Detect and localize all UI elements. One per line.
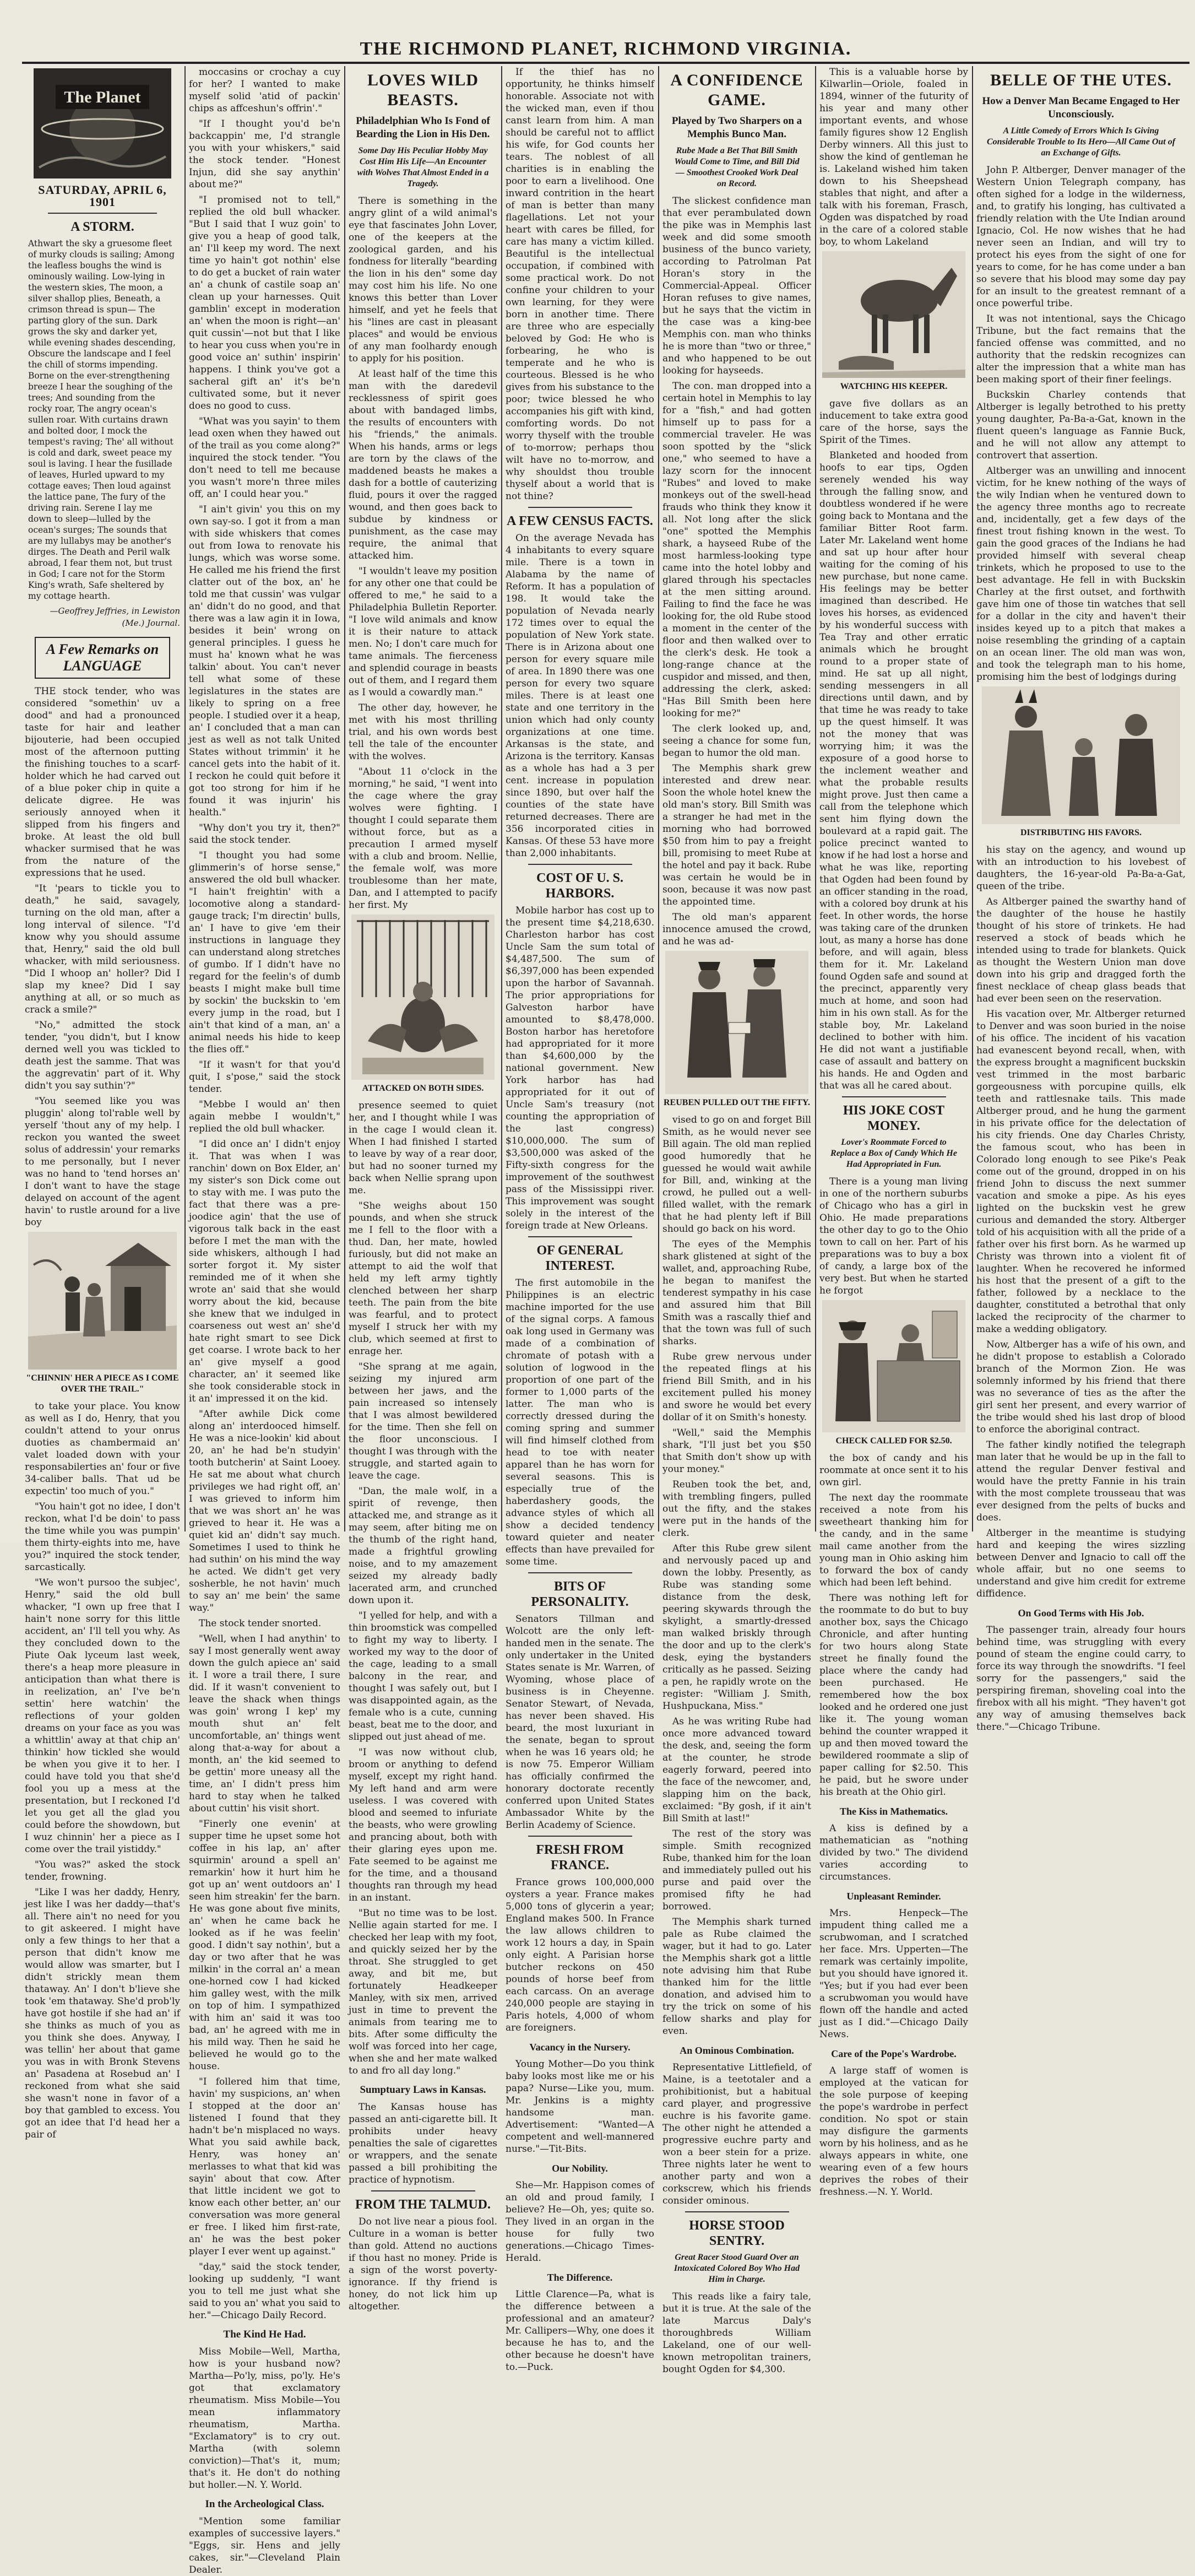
article-deck: How a Denver Man Became Engaged to Her Unconsciously. (982, 95, 1180, 120)
article-paragraph: his stay on the agency, and wound up with an introduction to his lovebest of daughters, the 16-year-old Pa-Ba-a-Gat, queen of the tribe. (976, 845, 1186, 892)
article-paragraph: the box of candy and his roommate at once sent it to his own girl. (819, 1453, 968, 1488)
divider (528, 1572, 632, 1573)
poem-byline: —Geoffrey Jeffries, in Lewiston (Me.) Journal. (50, 606, 180, 628)
article-headline: A CONFIDENCE GAME. (670, 71, 803, 109)
article-paragraph: There was nothing left for the roommate to do but to buy another box, says the Chicago Chronicle, and after hunting for two hours along State street he finally found the place where the candy had been purchased. He remembered how the box looked and he ordered one just like it. The young woman behind the counter wrapped it up and then moved toward the bewildered roommate a slip of paper calling for $2.50. This he paid, but he swore under his breath at the Ohio girl. (819, 1593, 968, 1798)
illustration-caption: "CHINNIN' HER A PIECE AS I COME OVER THE TRAIL." (26, 1373, 179, 1394)
article-paragraph: There is a young man living in one of the northern suburbs of Chicago who has a girl in Ohio. He made preparations the other day to go to the Ohio town to call on her. Part of his preparations was to buy a box of candy, a large box of the very best. But when he started he forgot (819, 1176, 968, 1296)
illustration-caption: CHECK CALLED FOR $2.50. (835, 1436, 952, 1446)
column-rule (972, 66, 973, 1531)
article-paragraph: "I ain't givin' you this on my own say-so. I got it from a man with side whiskers that comes out from Iowa to renovate his lungs, which was worse some. He called me his friend the first clatter out of the box, an' he told me that cussin' was vulgar an' didn't do no good, and that there was a law agin it in Iowa, besides it bein' wrong on general principles. I guess he must ha' known what he was talkin' about. You can't never tell what some of these legislatures in the states are likely to spring on a free people. I studied over it a heap, an' I concluded that a man can jest as well as not talk United States without trimmin' it he cancel gets into the habit of it. I reckon he could quit before it got too strong for him if he found it was injurin' his health." (189, 504, 340, 818)
article-paragraph: "I yelled for help, and with a thin broomstick was compelled to fight my way to liberty. I worked my way to the door of the cage, leading to a small balcony in the rear, and thought I was safely out, but I was disappointed again, as the female who is a cute, cunning beast, beat me to the door, and slipped out just ahead of me. (349, 1610, 497, 1742)
illustration-caption: WATCHING HIS KEEPER. (840, 382, 948, 391)
article-paragraph: The passenger train, already four hours behind time, was struggling with every pound of steam the engine could carry, to force its way through the snowdrifts. "I feel sorry for the passengers," said the perspiring fireman, shoveling coal into the firebox with all his might. "They haven't got any way of amusing themselves back there."—Chicago Tribune. (976, 1625, 1186, 1733)
horse-illustration (822, 251, 965, 378)
article-subdeck: Great Racer Stood Guard Over an Intoxicated Colored Boy Who Had Him in Charge. (673, 2253, 800, 2284)
masthead: THE RICHMOND PLANET, RICHMOND VIRGINIA. (360, 39, 852, 59)
article-paragraph: On the average Nevada has 4 inhabitants to every square mile. There is a town in Alabama by the name of Reform. It has a population of 198. It would take the population of Nevada nearly 172 times over to equal the population of New York state. There is in Arizona about one person for every square mile of area. In 1890 there was one person for every two square miles. There is at least one state and one territory in the union which had only county organizations at one time. Arkansas is the state, and Arizona is the territory. Kansas as a whole has had a 3 per cent. increase in population since 1890, but over half the counties of the state have returned decreases. There are 356 incorporated cities in Kansas. Of these 53 have more than 2,000 inhabitants. (506, 533, 654, 859)
article-paragraph: Mobile harbor has cost up to the present time $4,218,630. Charleston harbor has cost Uncle Sam the sum total of $4,487,500. The sum of $6,397,000 has been expended upon the harbor of Savannah. The prior appropriations for Galveston harbor have amounted to $8,478,000. Boston harbor has heretofore had appropriated for it more than $4,600,000 by the national government. New York harbor has had appropriated for it out of Uncle Sam's treasury (not counting the appropriation of the last congress) $10,000,000. The sum of $3,500,000 was asked of the Fifty-sixth congress for the improvement of the southwest pass of the Mississippi river. This improvement was sought solely in the interest of the foreign trade at New Orleans. (506, 905, 654, 1231)
article-paragraph: "We won't pursoo the subjec', Henry," said the old bull whacker, "I own up free that I hain't none sorry for this little accident, an' I'll tell you why. As they concluded down to the Piute Oak lyceum last week, there's a heap more pleasure in anticipation than what there is in reelization, an' I've be'n settin' here watchin' the reflections of your golden dreams on your face as you was a whittlin' away at that chip an' thinkin' how tickled she would be when you give it to her. I could have told you that she'd fool you up a mess at the presentation, but I reckoned I'd let you get all the glad you could before the showdown, but I wuz chinnin' her a piece as I come over the trail yistiddy." (25, 1577, 180, 1855)
article-paragraph: "But no time was to be lost. Nellie again started for me. I checked her leap with my foot, and quickly seized her by the throat. She struggled to get away, and bit me, but fortunately Headkeeper Manley, with six men, arrived just in time to prevent the animals from tearing me to bits. After some difficulty the wolf was forced into her cage, when she and her mate walked to and fro all day long." (349, 1908, 497, 2076)
item-title: Sumptuary Laws in Kansas. (360, 2084, 486, 2096)
article-paragraph: The slickest confidence man that ever perambulated down the pike was in Memphis last week and did some smooth business of the bunco variety, according to Patrolman Pat Horan's story in the Commercial-Appeal. Officer Horan refuses to give names, but he says that the victim in the case was a king-bee Memphis con. man who thinks he is more than "two or three," and who happened to be out looking for hayseeds. (662, 196, 811, 376)
article-paragraph: "After awhile Dick come along an' interdooced himself. He was a nice-lookin' kid about 20, an' he had be'n studyin' tooth butcherin' at Saint Looey. He sat me about what church privileges we had right off, an' I was grieved to inform him that we was short an' he was grieved to hear it. He was a quiet kid an' didn't say much. Sometimes I used to think he had suthin' on his mind the way he acted. We didn't get very sosherble, he not havin' much to say an' me bein' the same way." (189, 1409, 340, 1614)
section-headline: HORSE STOOD SENTRY. (689, 2218, 785, 2248)
divider (528, 1836, 632, 1837)
article-paragraph: "I did once an' I didn't enjoy it. That was when I was ranchin' down on Box Elder, an' my sister's son Dick come out to stay with me. I was puto the fact that there was a pre-joodice agin' that the use of vigorous talk back in the east before I met the man with the side whiskers, although I had sorter forgot it. My sister reminded me of it when she wrote an' said that she would worry about the kid, because she knew that we indulged in coarseness out west an' she'd hate right smart to see Dick get coarse. I wrote back to her an' give myself a good character, an' it seemed like she took considerable stock in it an' impressed it on the kid. (189, 1139, 340, 1404)
article-paragraph: At least half of the time this man with the daredevil recklessness of spirit goes about with bandaged limbs, the results of encounters with his "friends," the animals. When his hands, arms or legs are torn by the claws of the maddened beasts he makes a dash for a bottle of cauterizing fluid, pours it over the ragged wound, and then goes back to subdue by kindness or punishment, as the case may require, the animal that attacked him. (349, 369, 497, 561)
section-headline: FRESH FROM FRANCE. (536, 1843, 624, 1873)
indians-illustration (982, 686, 1180, 824)
article-paragraph: "I thought you had some glimmerin's of horse sense," answered the old bull whacker. "I hain't freightin' with a locomotive along a standard-gauge track; I'm directin' bulls, an' I have to give 'em their instructions in language they can understand along stretches of gumbo. If I didn't have no regard for the feelin's of dumb beasts I might make bull time by sockin' the buckskin to 'em every jump in the road, but I ain't that kind of a man, an' a animal needs his hide to keep the flies off." (189, 850, 340, 1055)
article-paragraph: "It 'pears to tickle you to death," he said, savagely, turning on the old man, after a long interval of silence. "I'd know why you should assume that, Henry," said the old bull whacker, with mild seriousness. "Did I whoop an' holler? Did I slap my knee? Did I say anything at all, or so much as crack a smile?" (25, 883, 180, 1015)
reuben-illustration (665, 951, 808, 1094)
article-paragraph: John P. Altberger, Denver manager of the Western Union Telegraph company, has often sighed for a lodge in the wilderness, and, to gratify his longing, has cultivated a friendly relation with the Ute Indian around Ignacio, Col. He now wishes that he had never seen an Indian, and will try to protect his eyes from the sight of one for years to come, for he has come under a ban so severe that his blood may some day pay for an insult to the greatest remnant of a once powerful tribe. (976, 165, 1186, 309)
article-paragraph: "I follered him that time, havin' my suspicions, an' when I stopped at the door an' listened I found that they hadn't be'n misplaced no ways. What you said awhile back, Henry, was honey an' merlasses to what that kid was sayin' about that cow. After that little incident we got to know each other better, an' our conversation was more general er free. I liked him first-rate, an' he was the best poker player I ever went up against." (189, 2076, 340, 2257)
article-paragraph: "You hain't got no idee, I don't reckon, what I'd be doin' to pass the time while you was pumpin' them thirty-eights into me, have you?" inquired the stock tender, sarcastically. (25, 1501, 180, 1573)
language-heading: A Few Remarks on LANGUAGE (35, 637, 170, 679)
article-paragraph: France grows 100,000,000 oysters a year. France makes 5,000 tons of glycerin a year; England makes 500. In France the law allows children to work 12 hours a day, in Spain only eight. A Parisian horse butcher reckons on 450 pounds of horse beef from each carcass. On an average 240,000 people are staying in Paris hotels, 4,000 of whom are foreigners. (506, 1877, 654, 2033)
column-rule (815, 66, 816, 1531)
article-subdeck: A Little Comedy of Errors Which Is Giving Considerable Trouble to Its Hero—All Came Out of an Exchange of Gifts. (986, 126, 1176, 158)
divider (528, 507, 632, 508)
article-paragraph: "You seemed like you was pluggin' along tol'rable well by yerself 'thout any of my help. I reckon you wanted the sweet solus of addressin' your remarks to me personally, but I never was no hand to 'tend horses an' I don't want to have the stage delayed on account of the agent havin' to rustle around for a live boy (25, 1096, 180, 1228)
section-headline: FROM THE TALMUD. (355, 2198, 491, 2212)
section-headline: OF GENERAL INTEREST. (536, 1243, 623, 1273)
article-paragraph: "Mention some familiar examples of successive layers." "Eggs, sir. Hens and jelly cakes, sir."—Cleveland Plain Dealer. (189, 2516, 340, 2575)
section-headline: HIS JOKE COST MONEY. (843, 1103, 945, 1133)
article-paragraph: As Altberger pained the swarthy hand of the daughter of the house he hastily thought of his store of trinkets. He had reserved a stock of beads which he intended using to trade for blankets. Quick as thought the Western Union man dove down into his grip and dragged forth the finest necklace of cheap glass beads that had ever been seen on the reservation. (976, 896, 1186, 1004)
article-paragraph: She—Mr. Happison comes of an old and proud family, I believe? He—Oh, yes; quite so. They lived in an organ in the house for fully two generations.—Chicago Times-Herald. (506, 2180, 654, 2264)
item-title: Unpleasant Reminder. (846, 1891, 941, 1902)
article-paragraph: Mrs. Henpeck—The impudent thing called me a scrubwoman, and I scratched her face. Mrs. Upperten—The remark was certainly impolite, but you should have ignored it. "Yes; but if you had ever been a scrubwoman you would have flown off the handle and acted just as I did."—Chicago Daily News. (819, 1908, 968, 2040)
column-rule (658, 66, 659, 1531)
article-paragraph: "Well, when I had anythin' to say I most generally went away down the gulch apiece an' said it. I wore a trail there, I sure did. If it wasn't convenient to leave the shack when things was goin' wrong I kep' my mouth shut an' felt uncomfortable, an' things went along that-a-way for about a month, an' the kid seemed to be gettin' more uneasy all the time, an' I didn't press him hard to stay when he talked about cuttin' his visit short. (189, 1633, 340, 1814)
item-title: In the Archeological Class. (205, 2498, 324, 2510)
article-paragraph: Altberger in the meantime is studying hard and keeping the wires sizzling between Denver and Ignacio to call off the whole affair, but no one seems to understand and give him credit for extreme diffidence. (976, 1528, 1186, 1599)
article-paragraph: "You was?" asked the stock tender, frowning. (25, 1859, 180, 1882)
article-paragraph: gave five dollars as an inducement to take extra good care of the horse, says the Spirit of the Times. (819, 398, 968, 446)
article-paragraph: Senators Tillman and Wolcott are the only left-handed men in the senate. The only undertaker in the United States senate is Mr. Warren, of Wyoming, whose place of business is in Cheyenne. Senator Stewart, of Nevada, has never been shaved. His beard, the most luxuriant in the senate, began to sprout when he was 16 years old; he is now 75. Emperor William has officially confirmed the honorary doctorate recently conferred upon United States Ambassador White by the Berlin Academy of Science. (506, 1614, 654, 1831)
article-paragraph: There is something in the angry glint of a wild animal's eye that fascinates John Lover, one of the keepers at the zoological garden, and his fondness for literally "bearding the lion in his den" some day may cost him his life. No one knows this better than Lover himself, and yet he feels that his "lines are cast in pleasant places" and would be envious of any man foolhardy enough to apply for his position. (349, 196, 497, 364)
article-paragraph: The con. man dropped into a certain hotel in Memphis to lay for a "fish," and had gotten himself up to pass for a commercial traveler. He was soon spotted by the "slick one," who seemed to have a lazy scorn for the innocent "Rubes" and loved to make monkeys out of the swell-head frauds who think they know it all. Not long after the slick "one" spotted the Memphis shark, a hayseed Rube of the most harmless-looking type came into the hotel lobby and glared through his spectacles at the men sitting around. Failing to find the face he was looking for, the old Rube stood a moment in the center of the floor and then walked over to the clerk's desk. He took a long-range chance at the cuspidor and missed, and then, addressing the clerk, asked: "Has Bill Smith been here looking for me?" (662, 381, 811, 719)
article-paragraph: Blanketed and hooded from hoofs to ear tips, Ogden serenely wended his way through the falling snow, and doubtless wondered if he were going back to Montana and the familiar Bitter Root farm. Later Mr. Lakeland went home and sat up hour after hour waiting for the coming of his new purchase, but none came. His feelings may be better imagined than described. He loves his horses, as evidenced by his wonderful success with Tea Tray and other erratic animals which he brought round to a proper state of mind. He sat up all night, sending messengers in all directions until dawn, and by that time he was ready to take up the quest himself. It was not the money that was worrying him; it was the exposure of a good horse to the inclement weather and what the probable results might prove. Just then came a call from the telephone which sent him flying down the boulevard at a rapid gait. The police precinct wanted to know if he had lost a horse and what he was like, reporting that Ogden had been found by an officer standing in the road, with a colored boy drunk at his feet. In other words, the horse was taking care of the drunken lout, as many a horse has done before, and will again, bless them for it. Mr. Lakeland found Ogden safe and sound at the precinct, apparently very much at home, and soon had him in his own stall. As for the stable boy, Mr. Lakeland declined to bother with him. He did not want a justifiable case of assault and battery on his hands. He and Ogden and that was all he cared about. (819, 450, 968, 1091)
article-paragraph: "About 11 o'clock in the morning," he said, "I went into the cage where the gray wolves were fighting. I thought I could separate them without force, but as a precaution I armed myself with a club and broom. Nellie, the female wolf, was more troublesome than her mate, Dan, and I attempted to pacify her first. My (349, 766, 497, 911)
article-paragraph: The father kindly notified the telegraph man later that he would be up in the fall to attend the regular Denver festival and would have the pretty Fannie in his train with the most complete trousseau that was ever designed from the pelts of bucks and does. (976, 1439, 1186, 1523)
article-paragraph: THE stock tender, who was considered "somethin' uv a dood" and had a pronounced taste for hair and leather bijouterie, had been occupied most of the afternoon putting the finishing touches to a scarf-holder which he had carved out of a blue poker chip in quite a delicate digree. He was seriously annoyed when it slipped from his fingers and broke. At least the old bull whacker surmised that he was from the nature of the expressions that he used. (25, 686, 180, 879)
poem-text: Athwart the sky a gruesome fleet of murky clouds is sailing; Among the leafless boughs the wind is ominously wailing. Low-lying in the western skies, The moon, a silver shallop plies, Beneath, a crimson thread is spun— The parting glory of the sun. Dark grows the sky and darker yet, while evening shades descending, Obscure the landscape and I feel the chill of storms impending. Borne on the ever-strengthening breeze I hear the soughing of the trees; And sounding from the rocky roar, The angry ocean's sullen roar. With curtains drawn and bolted door, I mock the tempest's raving; The' all without is cold and dark, sweet peace my soul is laving. I hear the fusillade of leaves, Hurled upward to my cottage eaves; Then loud against the lattice pane, The fury of the driving rain. Serene I lay me down to sleep—lulled by the ocean's surges; The sounds that are my lullabys may be another's dirges. The Death and Peril walk abroad, I fear them not, but trust in God; I care not for the Storm King's wrath, Safe sheltered by my cottage hearth. (28, 239, 176, 601)
article-headline: LOVES WILD BEASTS. (367, 71, 479, 109)
planet-logo (34, 68, 171, 178)
item-title: The Kiss in Mathematics. (840, 1806, 948, 1817)
article-paragraph: This reads like a fairy tale, but it is true. At the sale of the late Marcus Daly's thoroughbreds William Lakeland, one of our well-known metropolitan trainers, bought Ogden for $4,300. (662, 2291, 811, 2375)
column-5 (662, 66, 811, 2375)
article-paragraph: "If it wasn't for that you'd quit, I s'pose," said the stock tender. (189, 1059, 340, 1095)
divider (48, 213, 156, 214)
article-paragraph: moccasins or crochay a cuy for her? I wanted to make myself solid 'atid of packin' chips as affceshun's offrin'." (189, 67, 340, 114)
article-subdeck: Rube Made a Bet That Bill Smith Would Come to Time, and Bill Did — Smoothest Crooked Work Deal on Record. (674, 146, 800, 188)
article-paragraph: It was not intentional, says the Chicago Tribune, but the fact remains that the fancied offense was committed, and no authority that the redskin recognizes can alter the impression that a white man has been making sport of their finer feelings. (976, 313, 1186, 385)
column-4 (506, 66, 654, 2373)
article-paragraph: Representative Littlefield, of Maine, is a teetotaler and a prohibitionist, but a habitual card player, and progressive euchre is his favorite game. The other night he attended a progressive euchre party and won a beer stein for a prize. Three nights later he went to another party and won a corkscrew, which his friends consider ominous. (662, 2062, 811, 2206)
illustration-caption: ATTACKED ON BOTH SIDES. (362, 1084, 484, 1093)
article-paragraph: The rest of the story was simple. Smith recognized Rube, thanked him for the loan and immediately pulled out his purse and paid over the promised fifty he had borrowed. (662, 1828, 811, 1912)
illustration-caption: REUBEN PULLED OUT THE FIFTY. (664, 1098, 810, 1107)
poem-title: A STORM. (70, 220, 134, 234)
article-paragraph: "I was now without club, broom or anything to defend myself, except my right hand. My left hand and arm were useless. I was covered with blood and seemed to infuriate the beasts, who were growling and prancing about, both with their glaring eyes upon me. Fate seemed to be against me for the time, and a thousand thoughts ran through my head in an instant. (349, 1747, 497, 1903)
column-rule (344, 66, 345, 1531)
article-paragraph: Altberger was an unwilling and innocent victim, for he knew nothing of the ways of the wily Indian when he ventured down to the agency three months ago to recreate and, incidentally, get a few days of the finest trout fishing known in the west. To gain the good graces of the Indians he had provided himself with several cheap trinkets, which he proposed to use to the best advantage. He fell in with Buckskin Charley at the first outset, and forthwith gave him one of those tin watches that sell for a dollar in the city and haven't their insides keyed up to a pitch that makes a noise resembling the grinding of a captain on an ocean liner. The old man was won, and took the telegraph man to his home, promising him the best of lodgings during (976, 466, 1186, 683)
article-paragraph: The stock tender snorted. (199, 1618, 322, 1629)
logo-lettering: The Planet (64, 88, 141, 106)
item-title: Care of the Pope's Wardrobe. (831, 2048, 957, 2059)
masthead-rule (22, 62, 1189, 64)
item-title: Our Nobility. (552, 2163, 608, 2174)
item-title: The Kind He Had. (223, 2329, 306, 2340)
article-paragraph: Miss Mobile—Well, Martha, how is your husband now? Martha—Po'ly, miss, po'ly. He's got that exclamatory rheumatism. Miss Mobile—You mean inflammatory rheumatism, Martha. "Exclamatory" is to cry out. Martha (with solemn conviction)—That's it, mum; that's it. He don't do nothing but holler.—N. Y. World. (189, 2346, 340, 2491)
article-headline: BELLE OF THE UTES. (990, 71, 1172, 89)
article-paragraph: "No," admitted the stock tender, "you didn't, but I know derned well you was tickled to death jest the samme. That was the aggrevatin' part of it. Why didn't you say suthin'?" (25, 1020, 180, 1091)
article-paragraph: "If I thought you'd be'n backcappin' me, I'd strangle you with your whiskers," said the stock tender. "Honest Injun, did she say anythin' about me?" (189, 118, 340, 190)
column-1 (25, 66, 180, 2140)
divider (528, 1236, 632, 1237)
article-paragraph: A large staff of women is employed at the vatican for the sole purpose of keeping the pope's wardrobe in perfect condition. No spot or stain may disfigure the garments worn by his holiness, and as he always appears in white, one wearing even of a few hours deprives the robes of their freshness.—N. Y. World. (819, 2065, 968, 2198)
article-paragraph: His vacation over, Mr. Altberger returned to Denver and was soon buried in the noise of his office. The incident of his vacation had evanescent beyond recall, when, with the express brought a magnificent buckskin vest trimmed in the most barbaric gorgeousness with porcupine quills, elk teeth and rattlesnake tails. This made Altberger proud, and he hung the garment in his private office for the delectation of his city friends. One day Charles Christy, the famous scout, who has been in Colorado long enough to see Pike's Peak come out of the ground, dropped in on his friend John to discuss the next summer vacation and smoke a pipe. As his eyes lighted on the buckskin vest he grew curious and demanded the story. Altberger told of his acquisition with all the pride of a father over his first born. As he warmed up Christy was thrown into a violent fit of laughter. When he recovered he informed his host that the present of a gift to the father, followed by a necklace to the daughter, constituted a betrothal that only lacked the reciprocity of the charmer to make a wedding obligatory. (976, 1009, 1186, 1335)
column-6 (819, 66, 968, 2198)
item-title: The Difference. (547, 2272, 613, 2283)
article-paragraph: The Memphis shark turned pale as Rube claimed the wager, but it had to go. Later the Memphis shark got a little note advising him that Rube thanked him for the little donation, and advised him to try the trick on some of his fellow sharks and play for even. (662, 1917, 811, 2037)
column-3 (349, 66, 497, 2312)
article-paragraph: Buckskin Charley contends that Altberger is legally betrothed to his pretty young daughter, Pa-Ba-a-Gat, known in the fluent queen's language as Fannie Buck, and he will not allow any attempt to controvert that assertion. (976, 389, 1186, 461)
section-headline: BITS OF PERSONALITY. (531, 1579, 629, 1609)
article-paragraph: "Well," said the Memphis shark, "I'll just bet you $50 that Smith don't show up with your money." (662, 1427, 811, 1475)
divider (528, 864, 632, 865)
article-paragraph: Young Mother—Do you think baby looks most like me or his papa? Nurse—Like you, mum. Mr. Jenkins is a mighty handsome man. Advertisement: "Wanted—A competent and well-mannered nurse."—Tit-Bits. (506, 2059, 654, 2155)
article-paragraph: "I promised not to tell," replied the old bull whacker. "But I said that I wuz goin' to give you a heap of good talk, an' I'll keep my word. The next time yo hain't got nothin' else to do get a bucket of rain water an' a chunk of castile soap an' clean up your harnesses. Quit gamblin' except in moderation an' when the moon is right—an' quit cussin'—not but that I like to hear you cuss when you're in good voice an' suthin' inspirin' happens. I think you've got a sacheral gift an' it's be'n cultivated some, but it never does no good to cuss. (189, 194, 340, 412)
article-paragraph: Now, Altberger has a wife of his own, and he didn't propose to establish a Colorado branch of the Mormon Zion. He was solemnly informed by his friend that there was no severance of ties as the after the girl sent her present, and every warrior of the tribe would shed his last drop of blood to enforce the aboriginal contract. (976, 1339, 1186, 1435)
candy-shop-illustration (822, 1300, 965, 1432)
item-title: On Good Terms with His Job. (1018, 1608, 1144, 1619)
article-paragraph: "Finerly one evenin' at supper time he upset some hot coffee in his lap, an' after squirmin' around a spell an' remarkin' how it hurt him he got up an' went outdoors an' I seen him streakin' fer the barn. He was gone about five minits, an' when he came back he looked as if he was feelin' good. I didn't say nothin', but a day or two after that he was milkin' in the corral an' a mean one-horned cow I had kicked him galley west, with the milk on top of him. I sympathized with him an' said it was too bad, an' he agreed with me in his mild way. Then he said he believed he would go to the house. (189, 1819, 340, 2072)
article-paragraph: vised to go on and forget Bill Smith, as he would never see Bill again. The old man replied good humoredly that he guessed he would wait awhile for Bill, and, winking at the crowd, he pulled out a well-filled wallet, with the remark that he had plenty left if Bill should go back on his word. (662, 1114, 811, 1235)
section-headline: COST OF U. S. HARBORS. (536, 871, 624, 901)
article-paragraph: Rube grew nervous under the repeated flings at his friend Bill Smith, and in his excitement pulled his money and swore he would bet every dollar of it on Smith's honesty. (662, 1351, 811, 1423)
wolves-illustration (351, 914, 495, 1080)
article-paragraph: A kiss is defined by a mathematician as "nothing divided by two." The dividend varies according to circumstances. (819, 1823, 968, 1882)
article-paragraph: The clerk looked up, and, seeing a chance for some fun, began to humor the old man. (662, 723, 811, 759)
article-paragraph: As he was writing Rube had once more advanced toward the desk, and, seeing the form at the counter, he strode eagerly forward, peered into the face of the newcomer, and, slapping him on the back, exclaimed: "By gosh, if it ain't Bill Smith at last!" (662, 1716, 811, 1824)
article-paragraph: The first automobile in the Philippines is an electric machine imported for the use of the signal corps. A famous oak long used in Germany was made of a combination of chromate of potash with a solution of logwood in the proportion of one part of the former to 1,000 parts of the latter. The man who is correctly dressed during the coming spring and summer will find himself clothed from head to toe with neater apparel than he has worn for several seasons. This is especially true of the haberdashery goods, the advance styles of which all show a decided tendency toward quieter and neater effects than have prevailed for some time. (506, 1278, 654, 1567)
article-paragraph: The eyes of the Memphis shark glistened at sight of the wallet, and, approaching Rube, he began to manifest the tenderest sympathy in his case and assured him that Bill Smith was a rascally thief and that the town was full of such sharks. (662, 1239, 811, 1347)
article-paragraph: The Kansas house has passed an anti-cigarette bill. It prohibits under heavy penalties the sale of cigarettes or wrappers, and the senate passed a bill prohibiting the practice of hypnotism. (349, 2102, 497, 2185)
article-paragraph: After this Rube grew silent and nervously paced up and down the lobby. Presently, as Rube was standing some distance from the desk, peering skywards through the skylight, a smartly-dressed man walked briskly through the door and up to the clerk's desk, eying the bystanders critically as he passed. Seizing a pen, he rapidly wrote on the register: "William J. Smith, Hushpuckana, Miss." (662, 1543, 811, 1712)
article-paragraph: "Like I was her daddy, Henry, jest like I was her daddy—that's all. There ain't no need for you to git askeered. I might have only a few things to her that a person that didn't know me would allow was smarter, but I didn't strickly mean them thataway. An' I don't b'lieve she took 'em thataway. She'd prob'ly have got hostile if she had an' if she thinks as much of you as you think she does. Anyway, I was tellin' her about that game you was in with Bronk Stevens an' Pasadena at Rosebud an' I reckoned from what she said she wasn't none in favor of a boy that gambled to excess. You got an idee that I'd head her a pair of (25, 1887, 180, 2140)
article-paragraph: The next day the roommate received a note from his sweetheart thanking him for the candy, and in the same mail came another from the young man in Ohio asking him to forward the box of candy which had been left behind. (819, 1492, 968, 1588)
article-subdeck: Lover's Roommate Forced to Replace a Box of Candy Which He Had Appropriated in Fun. (830, 1138, 957, 1169)
article-paragraph: to take your place. You know as well as I do, Henry, that you couldn't attend to your onrus duoties as chambermaid an' valet loaded down with your responsabilerties an' four or five 34-caliber balls. That ud be expectin' too much of you." (25, 1401, 180, 1497)
article-paragraph: "She sprang at me again, seizing my injured arm between her jaws, and the pain increased so intensely that I was almost bewildered for the time. Then she fell on the floor unconscious. I thought I was through with the struggle, and started again to leave the cage. (349, 1361, 497, 1481)
article-paragraph: If the thief has no opportunity, he thinks himself honorable. Associate not with the wicked man, even if thou canst learn from him. A man should be careful not to afflict his wife, for God counts her tears. The noblest of all charities is in enabling the poor to earn a livelihood. One inward contrition in the heart of man is better than many flagellations. Let not your heart with cares be filled, for care has many a victim killed. Beautiful is the intellectual occupation, if combined with some practical work. Do not confine your children to your own learning, for they were born in another time. There are three who are especially beloved by God: He who is forbearing, he who is temperate and he who is courteous. Blessed is he who gives from his substance to the poor; twice blessed he who accompanies his gift with kind, comforting words. Do not worry thyself with the trouble of to-morrow; perhaps thou wilt have no to-morrow, and why shouldst thou trouble thyself about a world that is not thine? (506, 67, 654, 502)
article-paragraph: presence seemed to quiet her, and I thought while I was in the cage I would clean it. When I had finished I started to leave by way of a rear door, but had no sooner turned my back when Nellie sprang upon me. (349, 1100, 497, 1196)
section-headline: A FEW CENSUS FACTS. (507, 514, 653, 528)
article-deck: Philadelphian Who Is Fond of Bearding the Lion in His Den. (356, 115, 490, 140)
divider (842, 1096, 946, 1097)
column-rule (501, 66, 502, 1531)
article-paragraph: "Mebbe I would an' then again mebbe I wouldn't," replied the old bull whacker. (189, 1099, 340, 1134)
article-paragraph: The old man's apparent innocence amused the crowd, and he was ad- (662, 912, 811, 947)
divider (371, 2190, 475, 2191)
article-paragraph: This is a valuable horse by Kilwarlin—Oriole, foaled in 1894, winner of the futurity of his year and many other important events, and whose family figures show 12 English Derby winners. All this just to show the kind of gentleman he is. Lakeland wished him taken down to his Sheepshead stables that night, and after a talk with his foreman, Frasch, Ogden was dispatched by road in the care of a colored stable boy, to whom Lakeland (819, 67, 968, 247)
article-subdeck: Some Day His Peculiar Hobby May Cost Him His Life—An Encounter with Wolves That Almost Ended in a Tragedy. (357, 146, 489, 188)
article-paragraph: "I wouldn't leave my position for any other one that could be offered to me," he said to a Philadelphia Bulletin Reporter. "I love wild animals and know it is their nature to attack men. No; I don't care much for tame animals. The fierceness and splendid courage in beasts out of them, and I regard them as I would a cowardly man." (349, 566, 497, 698)
article-paragraph: The Memphis shark grew interested and drew near. Soon the whole hotel knew the old man's story. Bill Smith was a stranger he had met in the morning who had borrowed $50 from him to pay a freight bill, promising to meet Rube at the hotel and pay it back. Rube was certain he would be in soon, because it was now past the appointed time. (662, 763, 811, 907)
article-paragraph: "What was you sayin' to them lead oxen when they hawed out of the trail as you come along?" inquired the stock tender. "You don't need to tell me because you wasn't more'n three miles off, an' I could hear you." (189, 416, 340, 500)
article-paragraph: Reuben took the bet, and, with trembling fingers, pulled out the fifty, and the stakes were put in the hands of the clerk. (662, 1479, 811, 1539)
column-rule (184, 66, 186, 1531)
column-2 (189, 66, 340, 2575)
article-paragraph: Do not live near a pious fool. Culture in a woman is better than gold. Attend no auctions if thou hast no money. Pride is a sign of the worst poverty-ignorance. If thy friend is honey, do not lick him up altogether. (349, 2216, 497, 2312)
dateline: SATURDAY, APRIL 6, 1901 (38, 183, 167, 209)
article-deck: Played by Two Sharpers on a Memphis Bunco Man. (671, 115, 802, 140)
column-7 (976, 66, 1186, 1733)
article-paragraph: "She weighs about 150 pounds, and when she struck me I fell to the floor with a thud. Dan, her mate, howled furiously, but did not make an attempt to aid the wolf that held my left army tightly clenched between her sharp teeth. The pain from the bite was fearful, and to protect myself I struck her with my club, which seemed at first to enrage her. (349, 1200, 497, 1357)
item-title: Vacancy in the Nursery. (529, 2042, 631, 2053)
article-paragraph: "Why don't you try it, then?" said the stock tender. (189, 822, 340, 846)
trail-illustration (28, 1232, 177, 1370)
item-title: An Ominous Combination. (680, 2045, 794, 2056)
divider (685, 2211, 789, 2212)
article-paragraph: "day," said the stock tender, looking up suddenly, "I want you to tell me just what she said to you an' what you said to her."—Chicago Daily Record. (189, 2261, 340, 2321)
article-paragraph: The other day, however, he met with his most thrilling trial, and his own words best tell the tale of the encounter with the wolves. (349, 702, 497, 762)
article-paragraph: "Dan, the male wolf, in a spirit of revenge, then attacked me, and strange as it may seem, after biting me on the thumb of the right hand, made a frightful growling noise, and to my amazement seized my already badly lacerated arm, and crunched down upon it. (349, 1486, 497, 1606)
article-paragraph: Little Clarence—Pa, what is the difference between a professional and an amateur? Mr. Callipers—Why, one does it because he has to, and the other because he doesn't have to.—Puck. (506, 2289, 654, 2373)
illustration-caption: DISTRIBUTING HIS FAVORS. (1020, 828, 1142, 837)
